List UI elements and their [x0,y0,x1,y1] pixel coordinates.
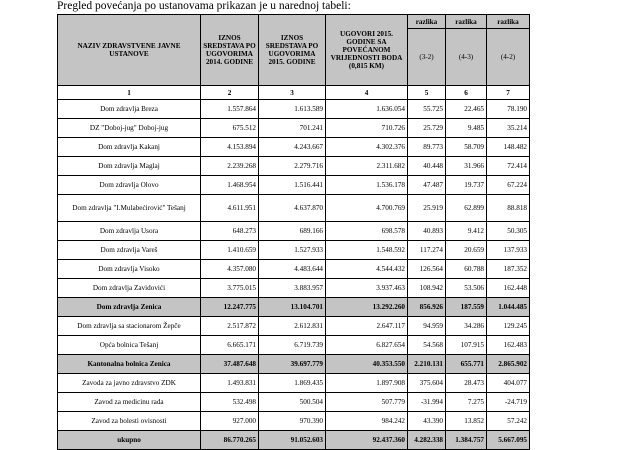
value-cell-v2015: 2.279.716 [259,157,326,176]
header-institution-name: NAZIV ZDRAVSTVENE JAVNE USTANOVE [58,15,201,86]
value-cell-v2015: 701.241 [259,119,326,138]
value-cell-d43: 1.384.757 [446,431,487,450]
value-cell-d32: 43.390 [408,412,446,431]
value-cell-d43: 60.788 [446,260,487,279]
value-cell-d43: 19.737 [446,176,487,195]
institution-name-cell: DZ "Doboj-jug" Doboj-jug [58,119,201,138]
value-cell-v2014: 4.357.080 [201,260,259,279]
value-cell-d42: -24.719 [487,393,530,412]
value-cell-v2014: 675.512 [201,119,259,138]
value-cell-d43: 53.506 [446,279,487,298]
table-row [58,260,530,279]
value-cell-d32: -31.994 [408,393,446,412]
column-number: 4 [326,86,408,100]
value-cell-d42: 78.190 [487,100,530,119]
table-caption: Pregled povećanja po ustanovama prikazan je u narednoj tabeli: [57,0,351,12]
value-cell-v2015: 4.243.667 [259,138,326,157]
value-cell-d42: 162.448 [487,279,530,298]
table-header-row [58,15,530,29]
value-cell-d42: 5.667.095 [487,431,530,450]
value-cell-d32: 40.893 [408,222,446,241]
value-cell-d32: 55.725 [408,100,446,119]
value-cell-v2015b: 507.779 [326,393,408,412]
institution-name-cell: Dom zdravlja Zenica [58,298,201,317]
table-row [58,336,530,355]
value-cell-v2014: 12.247.775 [201,298,259,317]
header-formula-4-3: (4-3) [446,29,487,86]
header-difference-label: razlika [446,15,487,29]
value-cell-d43: 107.915 [446,336,487,355]
header-contracts-2015-increased: UGOVORI 2015. GODINE SA POVEĆANOM VRIJEDNOSTI BODA (0,815 KM) [326,15,408,86]
value-cell-v2015: 1.527.933 [259,241,326,260]
value-cell-d43: 31.966 [446,157,487,176]
value-cell-v2015b: 2.311.682 [326,157,408,176]
value-cell-v2015: 39.697.779 [259,355,326,374]
value-cell-v2015: 3.883.957 [259,279,326,298]
institution-name-cell: Dom zdravlja Usora [58,222,201,241]
value-cell-d42: 404.077 [487,374,530,393]
table-row [58,157,530,176]
value-cell-d42: 67.224 [487,176,530,195]
value-cell-d43: 655.771 [446,355,487,374]
table-row [58,431,530,450]
institution-name-cell: Opća bolnica Tešanj [58,336,201,355]
value-cell-v2015: 13.104.701 [259,298,326,317]
value-cell-v2015b: 984.242 [326,412,408,431]
value-cell-v2015: 6.719.739 [259,336,326,355]
value-cell-v2014: 1.557.864 [201,100,259,119]
value-cell-v2014: 2.239.268 [201,157,259,176]
value-cell-v2015b: 3.937.463 [326,279,408,298]
header-difference-label: razlika [487,15,530,29]
institution-name-cell: Kantonalna bolnica Zenica [58,355,201,374]
value-cell-v2015b: 40.353.550 [326,355,408,374]
value-cell-v2014: 37.487.648 [201,355,259,374]
value-cell-v2015b: 2.647.117 [326,317,408,336]
value-cell-d32: 2.210.131 [408,355,446,374]
column-number: 3 [259,86,326,100]
value-cell-v2015: 4.637.870 [259,195,326,222]
value-cell-v2014: 1.468.954 [201,176,259,195]
value-cell-v2015: 1.869.435 [259,374,326,393]
value-cell-d43: 34.286 [446,317,487,336]
header-difference-label: razlika [408,15,446,29]
value-cell-v2015b: 4.700.769 [326,195,408,222]
table-row [58,241,530,260]
table-row [58,298,530,317]
institution-name-cell: Dom zdravlja Vareš [58,241,201,260]
value-cell-d43: 13.852 [446,412,487,431]
value-cell-d32: 47.487 [408,176,446,195]
value-cell-v2015b: 92.437.360 [326,431,408,450]
institution-name-cell: Zavod za bolesti ovisnosti [58,412,201,431]
header-amount-2015: IZNOS SREDSTAVA PO UGOVORIMA 2015. GODINE [259,15,326,86]
value-cell-d32: 375.604 [408,374,446,393]
institution-name-cell: Dom zdravlja sa stacionarom Žepče [58,317,201,336]
value-cell-v2015b: 6.827.654 [326,336,408,355]
institution-name-cell: Dom zdravlja Olovo [58,176,201,195]
value-cell-d42: 137.933 [487,241,530,260]
value-cell-v2015: 91.052.603 [259,431,326,450]
value-cell-v2014: 4.611.951 [201,195,259,222]
table-row [58,100,530,119]
value-cell-d42: 35.214 [487,119,530,138]
table-row [58,176,530,195]
value-cell-d43: 58.709 [446,138,487,157]
value-cell-d42: 1.044.485 [487,298,530,317]
institution-name-cell: Dom zdravlja "I.Mulabećirović" Tešanj [58,195,201,222]
value-cell-v2015b: 1.536.178 [326,176,408,195]
table-row [58,355,530,374]
value-cell-d32: 94.959 [408,317,446,336]
value-cell-v2015: 4.483.644 [259,260,326,279]
table-row [58,279,530,298]
table-row [58,195,530,222]
value-cell-v2014: 1.493.831 [201,374,259,393]
institution-name-cell: Zavoda za javno zdravstvo ZDK [58,374,201,393]
value-cell-d42: 2.865.902 [487,355,530,374]
value-cell-v2014: 6.665.171 [201,336,259,355]
value-cell-v2015b: 4.544.432 [326,260,408,279]
header-amount-2014: IZNOS SREDSTAVA PO UGOVORIMA 2014. GODINE [201,15,259,86]
value-cell-d43: 62.899 [446,195,487,222]
column-number: 1 [58,86,201,100]
header-formula-4-2: (4-2) [487,29,530,86]
value-cell-v2015b: 1.548.592 [326,241,408,260]
value-cell-v2015b: 698.578 [326,222,408,241]
value-cell-v2014: 4.153.894 [201,138,259,157]
value-cell-d42: 57.242 [487,412,530,431]
value-cell-v2014: 86.770.265 [201,431,259,450]
institution-name-cell: Dom zdravlja Maglaj [58,157,201,176]
institution-name-cell: ukupno [58,431,201,450]
value-cell-d42: 162.483 [487,336,530,355]
value-cell-d43: 9.412 [446,222,487,241]
table-row [58,412,530,431]
value-cell-d32: 108.942 [408,279,446,298]
column-number-row [58,86,530,100]
table-row [58,119,530,138]
value-cell-v2015b: 710.726 [326,119,408,138]
value-cell-v2015: 689.166 [259,222,326,241]
value-cell-d32: 126.564 [408,260,446,279]
value-cell-v2014: 532.498 [201,393,259,412]
value-cell-d42: 129.245 [487,317,530,336]
value-cell-v2015b: 4.302.376 [326,138,408,157]
value-cell-v2015: 1.516.441 [259,176,326,195]
value-cell-d32: 89.773 [408,138,446,157]
column-number: 6 [446,86,487,100]
value-cell-d32: 25.919 [408,195,446,222]
value-cell-d42: 72.414 [487,157,530,176]
value-cell-d32: 4.282.338 [408,431,446,450]
value-cell-v2014: 1.410.659 [201,241,259,260]
institution-name-cell: Dom zdravlja Kakanj [58,138,201,157]
value-cell-v2015: 970.390 [259,412,326,431]
table-row [58,393,530,412]
value-cell-v2015: 500.504 [259,393,326,412]
table-row [58,138,530,157]
value-cell-d43: 9.485 [446,119,487,138]
value-cell-d32: 40.448 [408,157,446,176]
table-row [58,222,530,241]
value-cell-d43: 28.473 [446,374,487,393]
column-number: 5 [408,86,446,100]
value-cell-d42: 148.482 [487,138,530,157]
table-row [58,374,530,393]
value-cell-d32: 54.568 [408,336,446,355]
institution-name-cell: Dom zdravlja Breza [58,100,201,119]
value-cell-v2014: 3.775.015 [201,279,259,298]
institution-name-cell: Dom zdravlja Zavidovići [58,279,201,298]
value-cell-v2015b: 13.292.260 [326,298,408,317]
value-cell-d32: 117.274 [408,241,446,260]
value-cell-d43: 22.465 [446,100,487,119]
table-row [58,317,530,336]
value-cell-d43: 20.659 [446,241,487,260]
value-cell-v2015b: 1.897.908 [326,374,408,393]
value-cell-d43: 187.559 [446,298,487,317]
contracts-table [57,14,530,450]
value-cell-d42: 50.305 [487,222,530,241]
value-cell-v2014: 927.000 [201,412,259,431]
value-cell-v2015: 1.613.589 [259,100,326,119]
value-cell-d32: 25.729 [408,119,446,138]
value-cell-d43: 7.275 [446,393,487,412]
value-cell-d42: 187.352 [487,260,530,279]
value-cell-v2014: 2.517.872 [201,317,259,336]
institution-name-cell: Zavod za medicinu rada [58,393,201,412]
value-cell-d42: 88.818 [487,195,530,222]
value-cell-v2015b: 1.636.054 [326,100,408,119]
value-cell-v2015: 2.612.831 [259,317,326,336]
column-number: 7 [487,86,530,100]
value-cell-d32: 856.926 [408,298,446,317]
value-cell-v2014: 648.273 [201,222,259,241]
column-number: 2 [201,86,259,100]
header-formula-3-2: (3-2) [408,29,446,86]
institution-name-cell: Dom zdravlja Visoko [58,260,201,279]
